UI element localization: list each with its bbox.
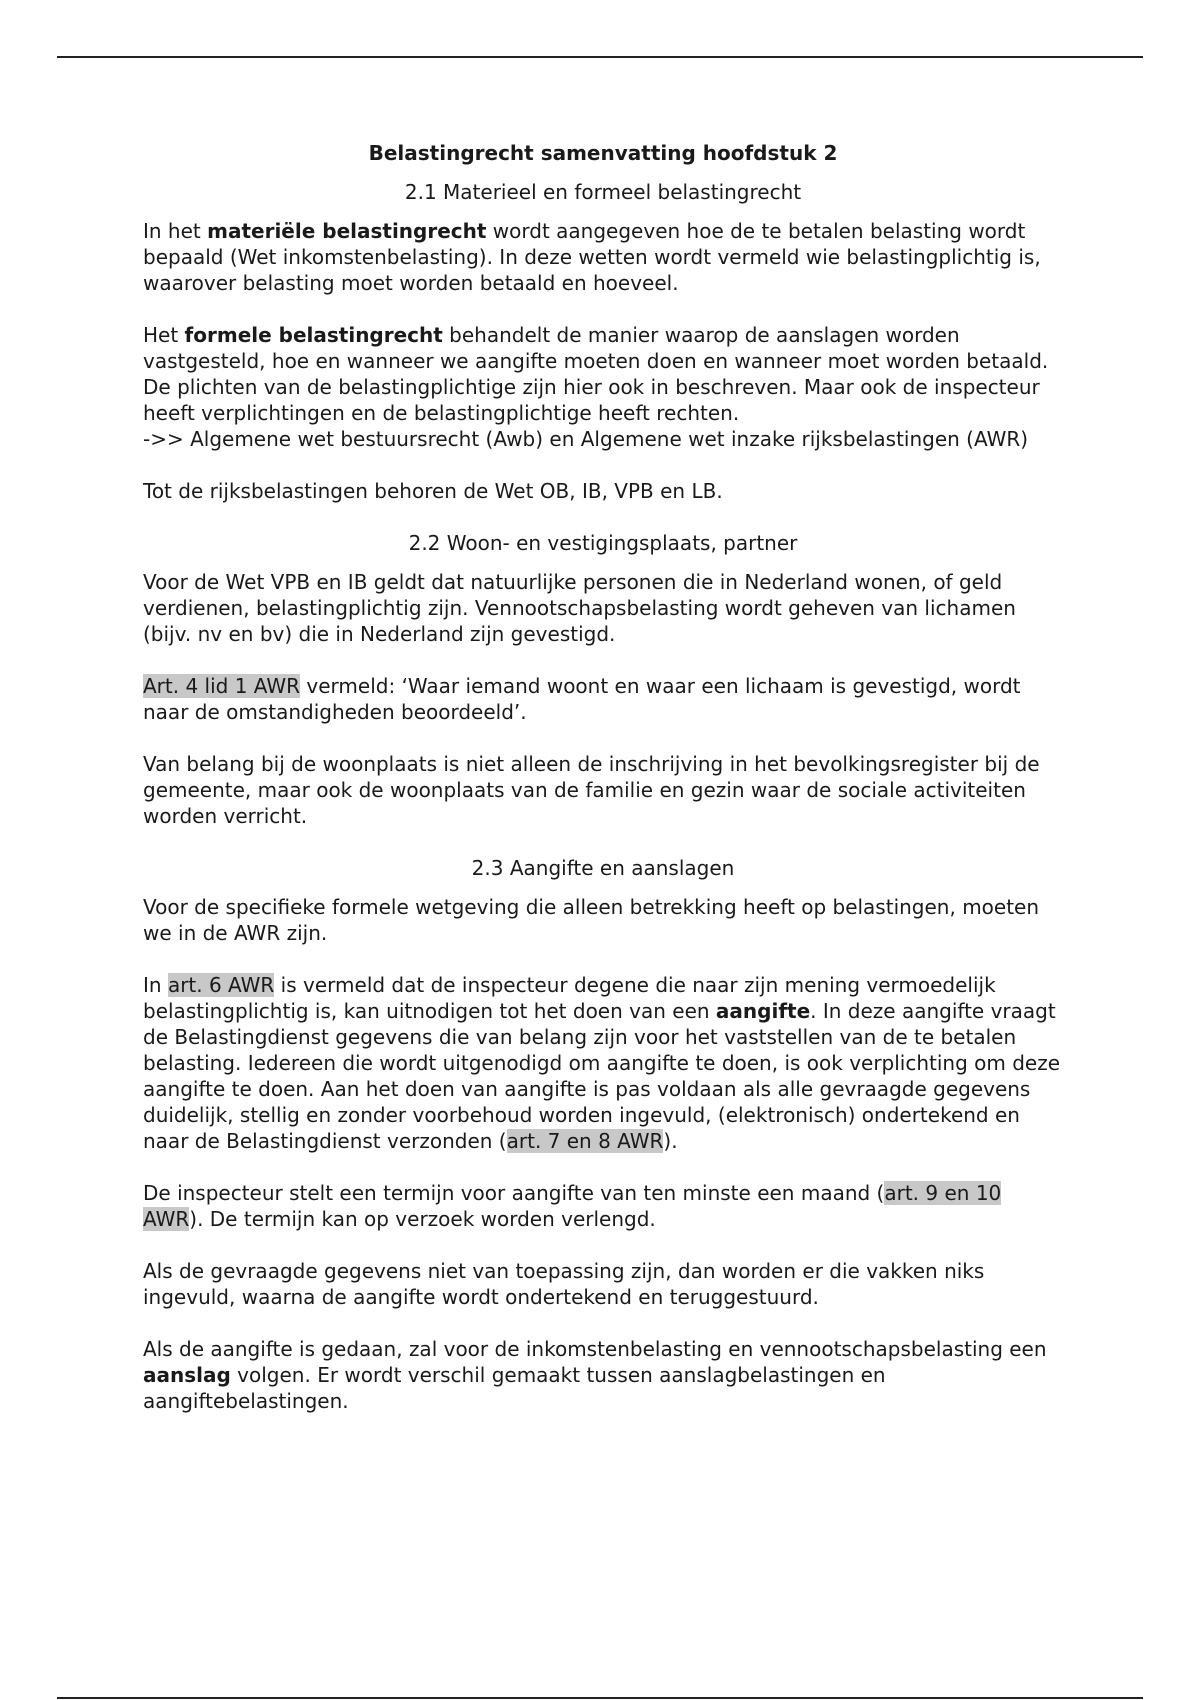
top-rule	[57, 56, 1143, 58]
section-heading-2-3: 2.3 Aangifte en aanslagen	[471, 856, 735, 880]
bold-term: formele belastingrecht	[184, 323, 443, 347]
text-run: ).	[663, 1129, 678, 1153]
paragraph-formeel	[143, 322, 1063, 426]
text-run: wordt aangegeven hoe de te betalen belasting wordt bepaald (Wet inkomstenbelasting). In deze wetten wordt vermeld wie belastingplichtig is, waarover belasting moet worden betaald en hoeveel.	[143, 219, 1041, 295]
bold-term: materiële belastingrecht	[207, 219, 487, 243]
paragraph-vpb-ib: Voor de Wet VPB en IB geldt dat natuurlijke personen die in Nederland wonen, of geld verdienen, belastingplichtig zijn. Vennootschapsbelasting wordt geheven van lichamen (bijv. nv en bv) die in Nederland zijn gevestigd.	[143, 570, 1016, 646]
text-run: behandelt de manier waarop de aanslagen worden vastgesteld, hoe en wanneer we aangifte moeten doen en wanneer moet worden betaald. De plichten van de belastingplichtige zijn hier ook in beschreven. Maar ook de inspecteur heeft verplichtingen en de belastingplichtige heeft rechten.	[143, 323, 1049, 425]
paragraph-niet-van-toepassing: Als de gevraagde gegevens niet van toepassing zijn, dan worden er die vakken niks ingevuld, waarna de aangifte wordt ondertekend en teruggestuurd.	[143, 1259, 985, 1309]
paragraph-aanslag	[143, 1336, 1063, 1414]
paragraph-termijn	[143, 1180, 1063, 1232]
text-run: Als de aangifte is gedaan, zal voor de inkomstenbelasting en vennootschapsbelasting een	[143, 1337, 1047, 1361]
highlighted-reference: art. 9 en 10 AWR	[143, 1181, 1002, 1231]
text-run: volgen. Er wordt verschil gemaakt tussen aanslagbelastingen en aangiftebelastingen.	[143, 1363, 886, 1413]
document-title: Belastingrecht samenvatting hoofdstuk 2	[368, 141, 838, 165]
paragraph-rijksbelastingen: Tot de rijksbelastingen behoren de Wet OB, IB, VPB en LB.	[143, 479, 723, 503]
paragraph-art-6	[143, 972, 1063, 1154]
section-heading-2-1: 2.1 Materieel en formeel belastingrecht	[404, 180, 802, 204]
text-run: De inspecteur stelt een termijn voor aangifte van ten minste een maand (	[143, 1181, 885, 1205]
paragraph-art-4	[143, 673, 1063, 725]
paragraph-woonplaats: Van belang bij de woonplaats is niet alleen de inschrijving in het bevolkingsregister bij de gemeente, maar ook de woonplaats van de familie en gezin waar de sociale activiteiten worden verricht.	[143, 752, 1040, 828]
paragraph-materieel	[143, 218, 1063, 296]
paragraph-formele-wetgeving: Voor de specifieke formele wetgeving die alleen betrekking heeft op belastingen, moeten we in de AWR zijn.	[143, 895, 1040, 945]
text-run: vermeld: ‘Waar iemand woont en waar een lichaam is gevestigd, wordt naar de omstandigheden beoordeeld’.	[143, 674, 1021, 724]
section-heading-2-2: 2.2 Woon- en vestigingsplaats, partner	[408, 531, 798, 555]
text-run: In	[143, 973, 168, 997]
highlighted-reference: Art. 4 lid 1 AWR	[143, 674, 301, 698]
text-run: . In deze aangifte vraagt de Belastingdienst gegevens die van belang zijn voor het vaststellen van de te betalen belasting. Iedereen die wordt uitgenodigd om aangifte te doen, is ook verplichting om deze aangifte te doen. Aan het doen van aangifte is pas voldaan als alle gevraagde gegevens duidelijk, stellig en zonder voorbehoud worden ingevuld, (elektronisch) ondertekend en naar de Belastingdienst verzonden (	[143, 999, 1061, 1153]
highlighted-reference: art. 6 AWR	[167, 973, 275, 997]
text-run: ). De termijn kan op verzoek worden verlengd.	[189, 1207, 656, 1231]
text-run: In het	[143, 219, 208, 243]
text-run: Het	[143, 323, 185, 347]
highlighted-reference: art. 7 en 8 AWR	[506, 1129, 664, 1153]
document-body	[143, 140, 1063, 1440]
paragraph-formeel-reference: ->> Algemene wet bestuursrecht (Awb) en Algemene wet inzake rijksbelastingen (AWR)	[143, 427, 1029, 451]
bold-term: aangifte	[715, 999, 811, 1023]
bottom-rule	[57, 1697, 1143, 1699]
text-run: is vermeld dat de inspecteur degene die naar zijn mening vermoedelijk belastingplichtig is, kan uitnodigen tot het doen van een	[143, 973, 996, 1023]
bold-term: aanslag	[143, 1363, 231, 1387]
